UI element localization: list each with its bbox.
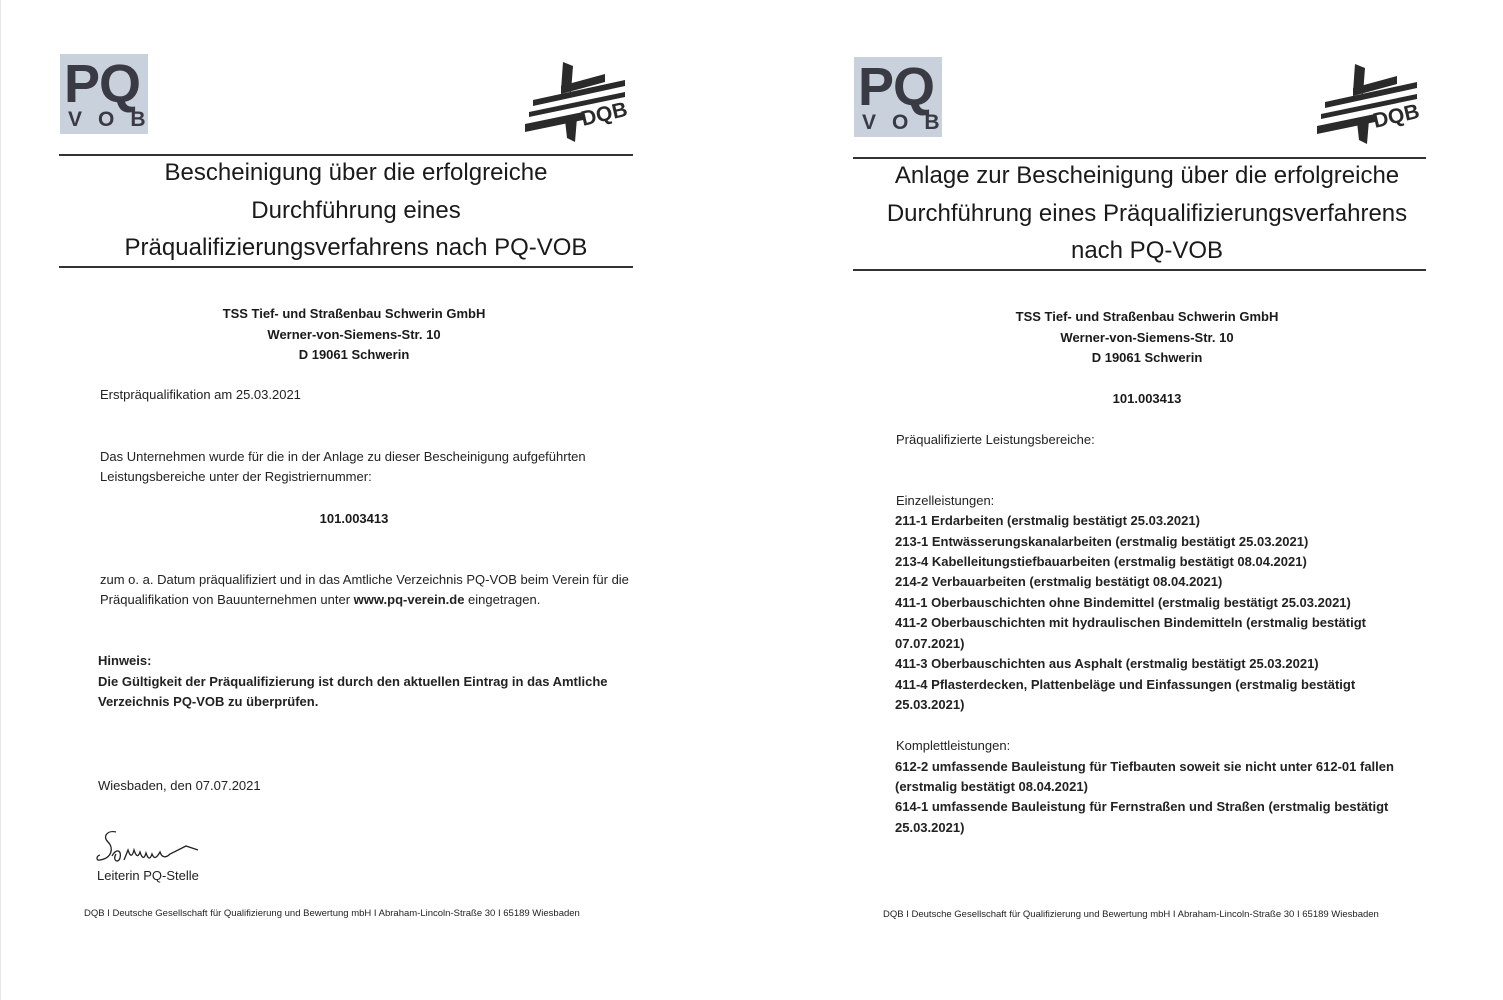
company-street: Werner-von-Siemens-Str. 10 [1060, 330, 1234, 345]
page-edge [0, 0, 1, 1000]
company-name: TSS Tief- und Straßenbau Schwerin GmbH [1015, 309, 1279, 324]
body-text: eingetragen. [464, 592, 541, 607]
vob-logo-text: VOB [68, 108, 162, 131]
service-line: 07.07.2021) [895, 636, 965, 651]
first-qualification-date: Erstpräqualifikation am 25.03.2021 [100, 387, 301, 402]
service-line: 612-2 umfassende Bauleistung für Tiefbauten soweit sie nicht unter 612-01 fallen [895, 759, 1394, 774]
title-bottom-rule [853, 269, 1426, 271]
company-street: Werner-von-Siemens-Str. 10 [267, 327, 441, 342]
signer-title: Leiterin PQ-Stelle [97, 868, 199, 883]
title-line: Durchführung eines Präqualifizierungsverfahrens [886, 199, 1408, 227]
company-name: TSS Tief- und Straßenbau Schwerin GmbH [222, 306, 486, 321]
service-line: 411-3 Oberbauschichten aus Asphalt (erstmalig bestätigt 25.03.2021) [895, 656, 1319, 671]
dqb-logo [1317, 62, 1427, 146]
note-text-line: Verzeichnis PQ-VOB zu überprüfen. [98, 694, 319, 709]
note-text-line: Die Gültigkeit der Präqualifizierung ist durch den aktuellen Eintrag in das Amtliche [98, 674, 608, 689]
service-line: 213-1 Entwässerungskanalarbeiten (erstmalig bestätigt 25.03.2021) [895, 534, 1309, 549]
body-paragraph-line: zum o. a. Datum präqualifiziert und in das Amtliche Verzeichnis PQ-VOB beim Verein für die [100, 572, 629, 587]
certificate-page [0, 0, 700, 1000]
body-paragraph-line: Das Unternehmen wurde für die in der Anlage zu dieser Bescheinigung aufgeführten [100, 449, 586, 464]
service-line: 411-4 Pflasterdecken, Plattenbeläge und Einfassungen (erstmalig bestätigt [895, 677, 1356, 692]
dqb-logo [525, 60, 635, 144]
page-footer: DQB I Deutsche Gesellschaft für Qualifizierung und Bewertung mbH I Abraham-Lincoln-Straße 30 I 65189 Wiesbaden [883, 909, 1379, 920]
service-line: 25.03.2021) [895, 820, 965, 835]
body-paragraph-line: Leistungsbereiche unter der Registriernummer: [100, 469, 372, 484]
vob-logo-text: VOB [862, 111, 956, 134]
page-footer: DQB I Deutsche Gesellschaft für Qualifizierung und Bewertung mbH I Abraham-Lincoln-Straße 30 I 65189 Wiesbaden [84, 908, 580, 919]
complete-services-heading: Komplettleistungen: [896, 738, 1011, 753]
page-title [844, 157, 1450, 270]
pq-verein-link[interactable]: www.pq-verein.de [353, 592, 465, 607]
note-heading: Hinweis: [98, 653, 152, 668]
service-line: 614-1 umfassende Bauleistung für Fernstraßen und Straßen (erstmalig bestätigt [895, 799, 1389, 814]
title-line: Anlage zur Bescheinigung über die erfolgreiche [894, 162, 1400, 189]
registration-number: 101.003413 [1112, 391, 1182, 406]
areas-heading: Präqualifizierte Leistungsbereiche: [896, 432, 1095, 447]
service-line: 213-4 Kabelleitungstiefbauarbeiten (erstmalig bestätigt 08.04.2021) [895, 554, 1307, 569]
place-and-date: Wiesbaden, den 07.07.2021 [98, 778, 261, 793]
service-line: (erstmalig bestätigt 08.04.2021) [895, 779, 1088, 794]
title-line: Bescheinigung über die erfolgreiche [164, 159, 548, 186]
dqb-logo-text: DQB [578, 97, 630, 131]
company-city: D 19061 Schwerin [1091, 350, 1203, 365]
pq-vob-logo [854, 57, 956, 137]
service-line: 411-2 Oberbauschichten mit hydraulischen Bindemitteln (erstmalig bestätigt [895, 615, 1367, 630]
single-services-heading: Einzelleistungen: [896, 493, 995, 508]
pq-logo-text: PQ [64, 54, 141, 114]
service-line: 411-1 Oberbauschichten ohne Bindemittel (erstmalig bestätigt 25.03.2021) [895, 595, 1351, 610]
body-paragraph-line [100, 590, 540, 611]
title-line: Durchführung eines [251, 196, 461, 224]
service-line: 214-2 Verbauarbeiten (erstmalig bestätigt 08.04.2021) [895, 574, 1223, 589]
service-line: 211-1 Erdarbeiten (erstmalig bestätigt 25.03.2021) [895, 513, 1200, 528]
title-line: Präqualifizierungsverfahrens nach PQ-VOB [124, 234, 588, 261]
handwritten-signature [94, 826, 204, 870]
page-title [59, 154, 653, 267]
title-bottom-rule [59, 266, 633, 268]
pq-logo-text: PQ [858, 57, 935, 117]
title-line: nach PQ-VOB [1070, 237, 1224, 264]
registration-number: 101.003413 [319, 511, 389, 526]
dqb-logo-text: DQB [1370, 99, 1422, 133]
service-line: 25.03.2021) [895, 697, 965, 712]
company-city: D 19061 Schwerin [298, 347, 410, 362]
pq-vob-logo [60, 54, 162, 134]
body-text: Präqualifikation von Bauunternehmen unter [100, 592, 354, 607]
annex-page [800, 0, 1503, 1000]
